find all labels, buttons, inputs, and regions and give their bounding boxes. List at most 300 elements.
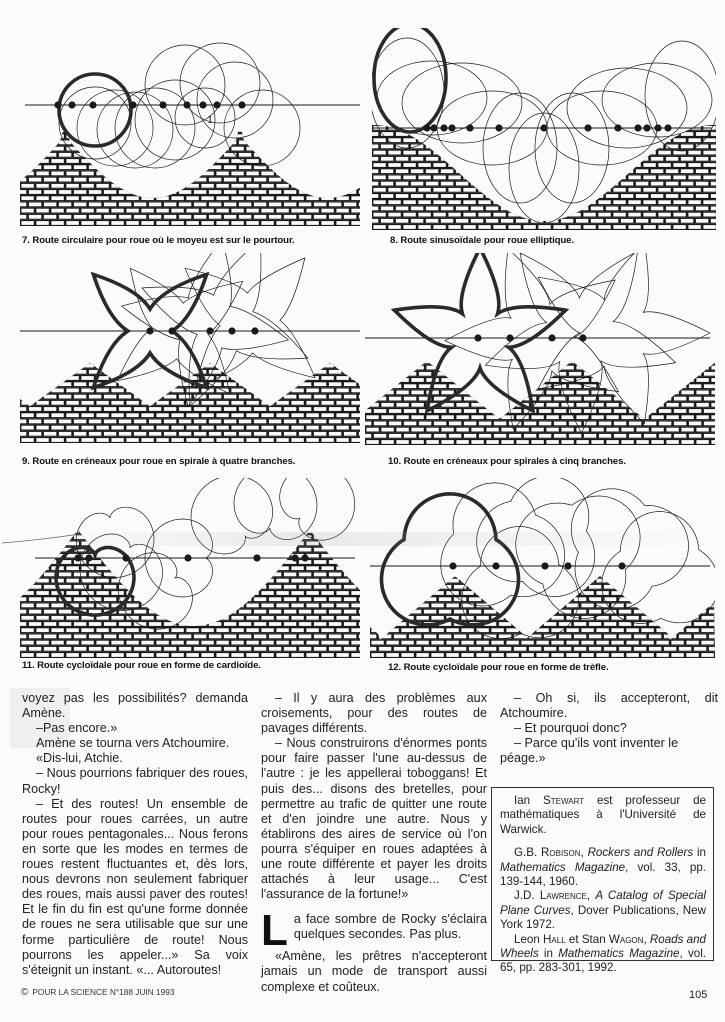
brick xyxy=(576,316,588,320)
mortar-row xyxy=(372,106,716,112)
brick xyxy=(284,258,296,262)
brick xyxy=(216,566,228,570)
mortar-row xyxy=(365,340,715,346)
brick xyxy=(711,440,715,444)
brick xyxy=(370,486,376,490)
brick xyxy=(344,190,356,194)
brick xyxy=(89,296,101,300)
brick xyxy=(704,273,715,277)
brick xyxy=(694,560,706,564)
brick xyxy=(261,134,273,138)
brick xyxy=(711,378,715,382)
brick xyxy=(441,440,453,444)
brick xyxy=(439,597,451,601)
brick xyxy=(321,591,333,595)
brick xyxy=(619,597,631,601)
brick xyxy=(656,604,668,608)
hub-dot xyxy=(449,562,456,569)
brick xyxy=(351,401,360,405)
brick xyxy=(688,76,700,80)
brick xyxy=(239,498,251,502)
brick xyxy=(516,440,528,444)
brick xyxy=(599,409,611,413)
brick xyxy=(254,308,266,312)
brick xyxy=(418,39,430,43)
brick xyxy=(404,360,416,364)
brick xyxy=(686,492,698,496)
brick xyxy=(449,285,461,289)
brick xyxy=(554,397,566,401)
brick xyxy=(666,341,678,345)
brick xyxy=(439,585,451,589)
brick xyxy=(261,339,273,343)
brick xyxy=(186,265,198,269)
brick xyxy=(344,420,356,424)
brick xyxy=(104,178,116,182)
brick xyxy=(329,203,341,207)
brick xyxy=(418,200,430,204)
mortar-row xyxy=(365,346,715,352)
brick xyxy=(671,604,683,608)
brick xyxy=(461,628,473,632)
brick xyxy=(179,535,191,539)
brick xyxy=(449,260,461,264)
brick xyxy=(321,504,333,508)
brick xyxy=(374,384,386,388)
brick xyxy=(89,432,101,436)
brick xyxy=(584,397,596,401)
brick xyxy=(134,432,146,436)
brick xyxy=(299,128,311,132)
brick xyxy=(484,585,496,589)
brick xyxy=(89,420,101,424)
brick xyxy=(171,604,183,608)
brick xyxy=(89,320,101,324)
publication-info: POUR LA SCIENCE N°188 JUIN 1993 xyxy=(32,987,175,997)
brick xyxy=(613,52,625,56)
brick xyxy=(531,107,543,111)
brick xyxy=(329,79,341,83)
brick xyxy=(44,66,56,70)
brick xyxy=(404,434,416,438)
brick xyxy=(89,535,101,539)
brick xyxy=(531,291,543,295)
brick xyxy=(539,397,551,401)
brick xyxy=(554,409,566,413)
brick xyxy=(134,178,146,182)
brick xyxy=(209,66,221,70)
brick xyxy=(269,560,281,564)
brick xyxy=(409,548,421,552)
brick xyxy=(709,647,715,651)
brick xyxy=(261,438,273,442)
brick xyxy=(658,176,670,180)
brick xyxy=(641,480,653,484)
brick xyxy=(284,271,296,275)
brick xyxy=(584,273,596,277)
brick xyxy=(351,364,360,368)
brick xyxy=(471,169,483,173)
brick xyxy=(666,145,678,149)
brick xyxy=(171,72,183,76)
brick xyxy=(372,45,378,49)
brick xyxy=(374,360,386,364)
brick xyxy=(254,498,266,502)
brick xyxy=(619,486,631,490)
brick xyxy=(336,604,348,608)
brick xyxy=(591,428,603,432)
brick xyxy=(329,548,341,552)
brick xyxy=(261,48,273,52)
brick xyxy=(679,573,691,577)
brick xyxy=(416,554,428,558)
brick xyxy=(336,97,348,101)
brick xyxy=(216,85,228,89)
brick xyxy=(111,616,123,620)
brick xyxy=(291,641,303,645)
brick xyxy=(463,89,475,93)
brick xyxy=(589,498,601,502)
brick xyxy=(336,554,348,558)
brick xyxy=(606,341,618,345)
brick xyxy=(681,291,693,295)
brick xyxy=(494,434,506,438)
brick xyxy=(381,58,393,62)
brick xyxy=(536,641,548,645)
brick xyxy=(404,298,416,302)
brick xyxy=(486,83,498,87)
brick xyxy=(591,182,603,186)
brick xyxy=(499,511,511,515)
brick xyxy=(224,320,236,324)
brick xyxy=(351,480,360,484)
brick xyxy=(186,35,198,39)
brick xyxy=(389,434,401,438)
brick xyxy=(469,610,481,614)
brick xyxy=(171,504,183,508)
brick xyxy=(351,653,360,657)
brick xyxy=(119,203,131,207)
brick xyxy=(306,517,318,521)
brick xyxy=(426,169,438,173)
brick xyxy=(381,353,393,357)
brick xyxy=(299,647,311,651)
brick xyxy=(431,641,443,645)
brick xyxy=(409,647,421,651)
brick xyxy=(431,529,443,533)
brick xyxy=(224,258,236,262)
brick xyxy=(529,548,541,552)
brick xyxy=(576,58,588,62)
brick xyxy=(546,415,558,419)
brick xyxy=(224,66,236,70)
brick xyxy=(104,498,116,502)
brick xyxy=(44,79,56,83)
brick xyxy=(536,554,548,558)
brick xyxy=(366,366,378,370)
brick xyxy=(711,207,716,211)
brick xyxy=(276,554,288,558)
brick xyxy=(111,209,123,213)
brick xyxy=(386,566,398,570)
brick xyxy=(441,415,453,419)
brick xyxy=(51,529,63,533)
brick xyxy=(284,622,296,626)
brick xyxy=(59,486,71,490)
brick xyxy=(531,157,543,161)
brick xyxy=(611,504,623,508)
brick xyxy=(538,225,550,229)
brick xyxy=(119,622,131,626)
brick xyxy=(66,401,78,405)
brick xyxy=(134,647,146,651)
brick xyxy=(231,591,243,595)
brick xyxy=(201,196,213,200)
brick xyxy=(74,432,86,436)
brick xyxy=(216,265,228,269)
brick xyxy=(426,353,438,357)
brick xyxy=(149,382,161,386)
brick xyxy=(20,358,26,362)
brick xyxy=(359,215,360,219)
brick xyxy=(254,116,266,120)
brick xyxy=(404,285,416,289)
brick xyxy=(386,480,398,484)
brick xyxy=(44,382,56,386)
brick xyxy=(141,376,153,380)
brick xyxy=(546,428,558,432)
brick xyxy=(224,215,236,219)
brick xyxy=(476,616,488,620)
brick xyxy=(336,641,348,645)
brick xyxy=(711,157,716,161)
brick xyxy=(201,591,213,595)
author-first-name: Ian xyxy=(514,794,544,807)
brick xyxy=(239,432,251,436)
brick xyxy=(673,200,685,204)
brick xyxy=(439,548,451,552)
brick xyxy=(276,339,288,343)
brick xyxy=(351,529,360,533)
brick xyxy=(141,616,153,620)
brick xyxy=(583,114,595,118)
brick xyxy=(649,635,661,639)
brick xyxy=(514,647,526,651)
brick xyxy=(659,422,671,426)
brick xyxy=(664,647,676,651)
brick xyxy=(344,647,356,651)
brick xyxy=(336,209,348,213)
brick xyxy=(291,184,303,188)
brick xyxy=(416,480,428,484)
brick xyxy=(246,196,258,200)
mortar-row xyxy=(20,484,360,490)
brick xyxy=(644,273,656,277)
brick xyxy=(621,207,633,211)
brick xyxy=(351,413,360,417)
brick xyxy=(59,345,71,349)
brick xyxy=(306,604,318,608)
brick xyxy=(551,616,563,620)
brick xyxy=(314,370,326,374)
brick xyxy=(583,64,595,68)
brick xyxy=(44,647,56,651)
brick xyxy=(494,372,506,376)
brick xyxy=(583,39,595,43)
mortar-row xyxy=(365,290,715,296)
brick xyxy=(523,225,535,229)
brick xyxy=(611,579,623,583)
brick xyxy=(561,70,573,74)
brick xyxy=(321,413,333,417)
brick xyxy=(36,209,48,213)
brick xyxy=(568,39,580,43)
brick xyxy=(649,535,661,539)
brick xyxy=(126,184,138,188)
brick xyxy=(66,591,78,595)
brick xyxy=(284,283,296,287)
brick xyxy=(239,165,251,169)
brick xyxy=(171,172,183,176)
brick xyxy=(246,134,258,138)
brick xyxy=(431,653,443,657)
brick xyxy=(651,291,663,295)
brick xyxy=(664,523,676,527)
brick xyxy=(321,314,333,318)
brick xyxy=(81,159,93,163)
brick xyxy=(344,622,356,626)
brick xyxy=(20,165,26,169)
brick xyxy=(561,353,573,357)
brick xyxy=(44,407,56,411)
brick xyxy=(546,329,558,333)
brick xyxy=(613,176,625,180)
brick xyxy=(284,79,296,83)
brick xyxy=(644,285,656,289)
brick xyxy=(171,542,183,546)
brick xyxy=(411,107,423,111)
brick xyxy=(269,358,281,362)
brick xyxy=(96,60,108,64)
brick xyxy=(20,66,26,70)
brick xyxy=(606,182,618,186)
brick xyxy=(379,498,391,502)
brick xyxy=(426,70,438,74)
brick xyxy=(111,566,123,570)
brick xyxy=(276,641,288,645)
brick xyxy=(21,413,33,417)
brick xyxy=(111,221,123,225)
brick xyxy=(194,190,206,194)
brick xyxy=(29,41,41,45)
brick xyxy=(576,403,588,407)
brick xyxy=(411,341,423,345)
brick xyxy=(501,83,513,87)
brick xyxy=(486,207,498,211)
brick xyxy=(365,372,371,376)
brick xyxy=(461,653,473,657)
figure-12 xyxy=(370,478,715,658)
brick xyxy=(36,566,48,570)
brick xyxy=(306,302,318,306)
brick xyxy=(209,585,221,589)
brick xyxy=(314,420,326,424)
brick xyxy=(576,45,588,49)
brick xyxy=(554,372,566,376)
brick xyxy=(246,413,258,417)
brick xyxy=(351,110,360,114)
brick xyxy=(21,314,33,318)
brick xyxy=(553,200,565,204)
brick xyxy=(156,641,168,645)
mortar-row xyxy=(372,118,716,124)
brick xyxy=(329,486,341,490)
brick xyxy=(371,641,383,645)
brick xyxy=(81,579,93,583)
brick xyxy=(516,391,528,395)
brick xyxy=(409,560,421,564)
mortar-row xyxy=(370,577,715,583)
brick xyxy=(299,597,311,601)
brick xyxy=(629,347,641,351)
mortar-row xyxy=(372,100,716,106)
brick xyxy=(389,409,401,413)
brick xyxy=(359,54,360,58)
brick xyxy=(171,110,183,114)
brick xyxy=(365,434,371,438)
brick xyxy=(434,298,446,302)
brick xyxy=(51,504,63,508)
brick xyxy=(36,604,48,608)
brick xyxy=(658,188,670,192)
brick xyxy=(276,196,288,200)
brick xyxy=(651,145,663,149)
brick xyxy=(179,116,191,120)
brick xyxy=(606,428,618,432)
brick xyxy=(291,579,303,583)
brick xyxy=(636,341,648,345)
brick xyxy=(149,635,161,639)
brick xyxy=(336,653,348,657)
brick xyxy=(21,438,33,442)
brick xyxy=(299,610,311,614)
brick xyxy=(96,641,108,645)
brick xyxy=(314,320,326,324)
mortar-row xyxy=(365,364,715,370)
brick xyxy=(681,366,693,370)
brick xyxy=(314,585,326,589)
brick xyxy=(36,134,48,138)
brick xyxy=(231,364,243,368)
brick xyxy=(394,523,406,527)
brick xyxy=(141,172,153,176)
brick xyxy=(446,591,458,595)
brick xyxy=(529,486,541,490)
brick xyxy=(703,114,715,118)
brick xyxy=(636,182,648,186)
brick xyxy=(419,298,431,302)
paragraph: –Pas encore.» xyxy=(36,721,118,736)
brick xyxy=(51,35,63,39)
brick xyxy=(336,339,348,343)
brick xyxy=(681,415,693,419)
mortar-row xyxy=(370,633,715,639)
brick xyxy=(469,535,481,539)
brick xyxy=(501,353,513,357)
brick xyxy=(156,542,168,546)
brick xyxy=(21,60,33,64)
brick xyxy=(372,132,378,136)
